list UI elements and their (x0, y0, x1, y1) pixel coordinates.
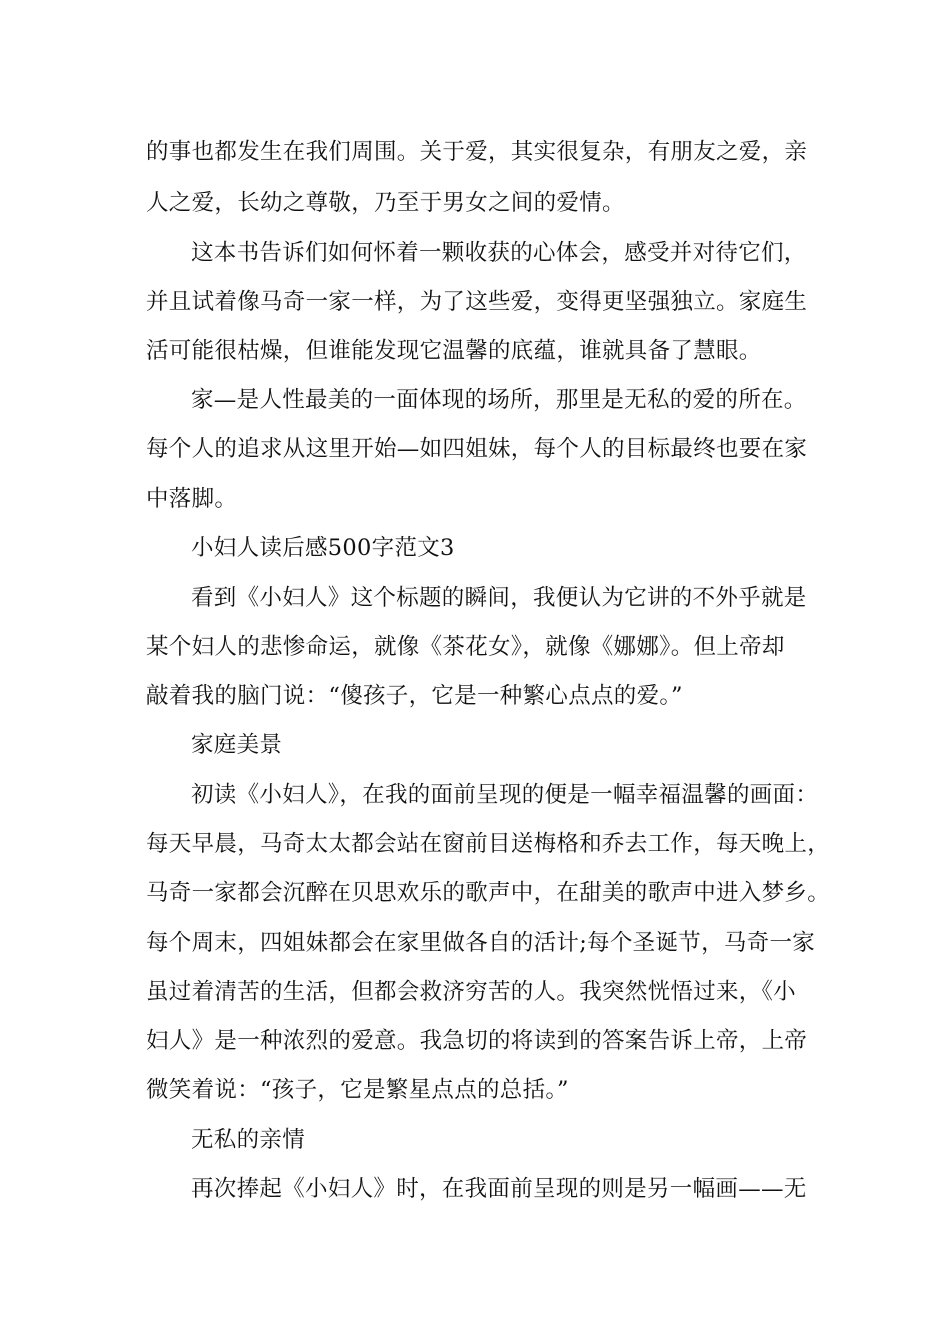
paragraph-line: 再次捧起《小妇人》时，在我面前呈现的则是另一幅画——无 (191, 1176, 807, 1202)
paragraph-line: 每天早晨，马奇太太都会站在窗前目送梅格和乔去工作，每天晚上， (146, 831, 831, 857)
paragraph-line: 初读《小妇人》，在我的面前呈现的便是一幅幸福温馨的画面： (191, 782, 819, 808)
subheading: 无私的亲情 (191, 1127, 306, 1153)
paragraph-line: 这本书告诉们如何怀着一颗收获的心体会，感受并对待它们， (191, 240, 807, 266)
paragraph-line: 妇人》是一种浓烈的爱意。我急切的将读到的答案告诉上帝，上帝 (146, 1028, 808, 1054)
paragraph-line: 活可能很枯燥，但谁能发现它温馨的底蕴，谁就具备了慧眼。 (146, 338, 762, 364)
paragraph-line: 敲着我的脑门说：“傻孩子，它是一种繁心点点的爱。” (146, 683, 683, 709)
section-heading: 小妇人读后感500字范文3 (191, 535, 455, 561)
paragraph-line: 中落脚。 (146, 486, 238, 512)
paragraph-line: 人之爱，长幼之尊敬，乃至于男女之间的爱情。 (146, 190, 625, 216)
paragraph-line: 虽过着清苦的生活，但都会救济穷苦的人。我突然恍悟过来，《小 (146, 979, 796, 1005)
paragraph-line: 家—是人性最美的一面体现的场所，那里是无私的爱的所在。 (191, 387, 807, 413)
paragraph-line: 每个周末，四姐妹都会在家里做各自的活计;每个圣诞节，马奇一家 (146, 930, 816, 956)
paragraph-line: 微笑着说：“孩子，它是繁星点点的总括。” (146, 1077, 569, 1103)
paragraph-line: 每个人的追求从这里开始—如四姐妹，每个人的目标最终也要在家 (146, 436, 808, 462)
paragraph-line: 某个妇人的悲惨命运，就像《茶花女》，就像《娜娜》。但上帝却 (146, 634, 785, 660)
paragraph-line: 并且试着像马奇一家一样，为了这些爱，变得更坚强独立。家庭生 (146, 289, 808, 315)
paragraph-line: 马奇一家都会沉醉在贝思欢乐的歌声中，在甜美的歌声中进入梦乡。 (146, 880, 831, 906)
subheading: 家庭美景 (191, 732, 283, 758)
paragraph-line: 看到《小妇人》这个标题的瞬间，我便认为它讲的不外乎就是 (191, 585, 807, 611)
paragraph-line: 的事也都发生在我们周围。关于爱，其实很复杂，有朋友之爱，亲 (146, 139, 808, 165)
